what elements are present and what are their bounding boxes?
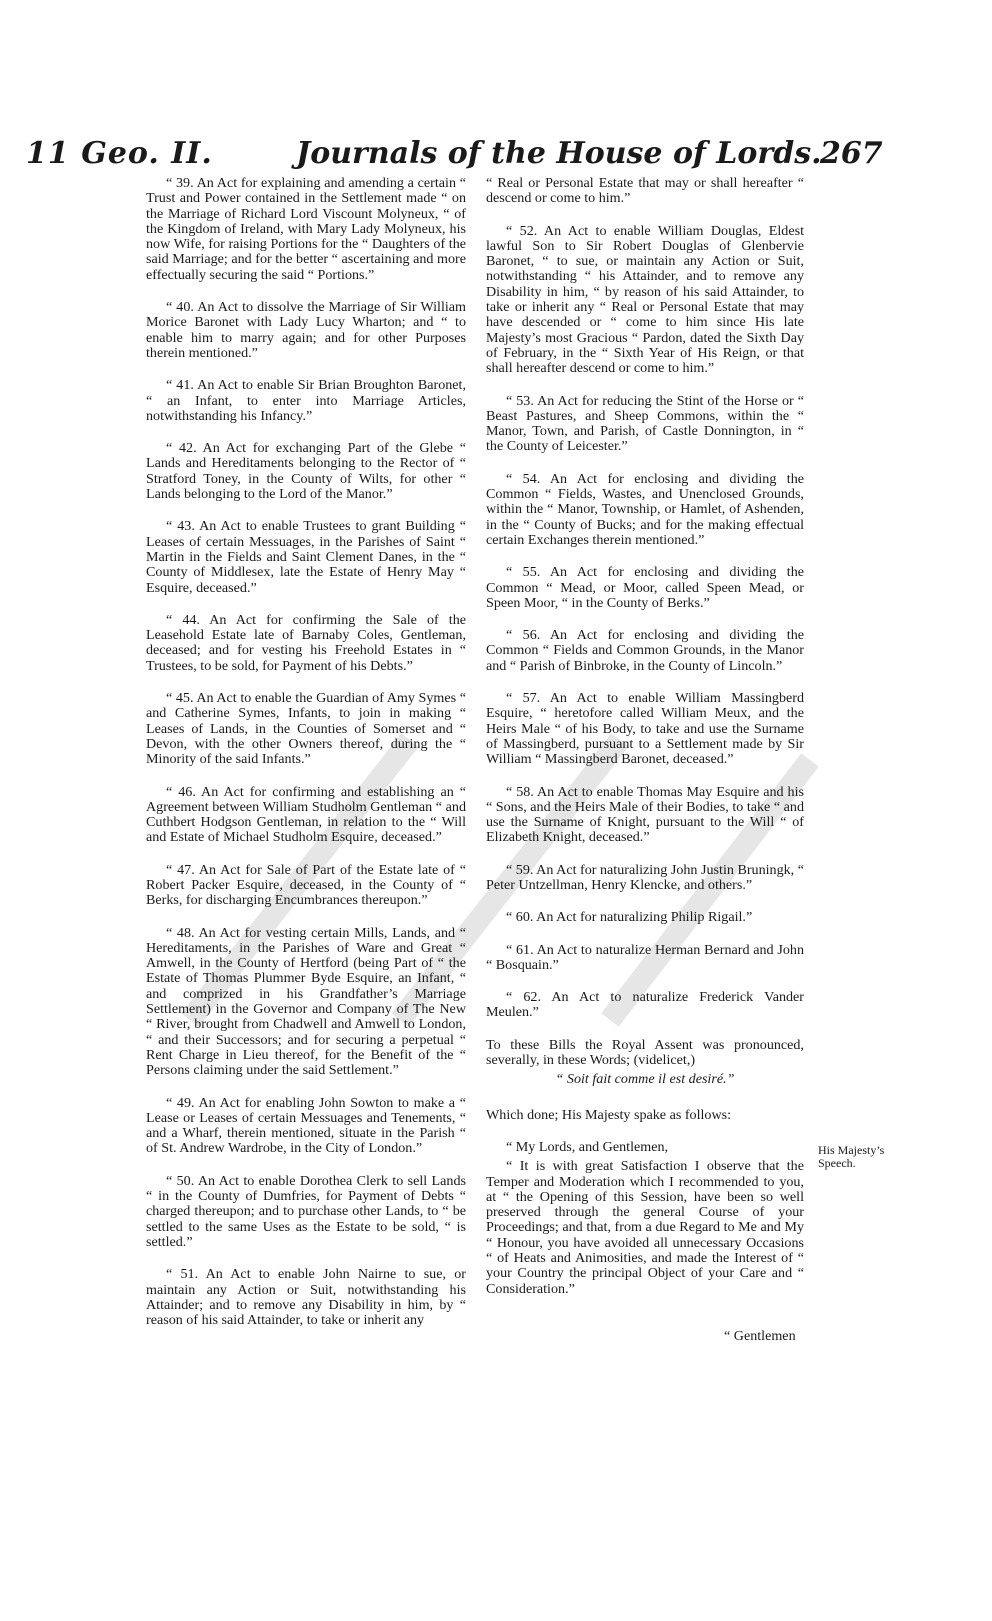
reign-heading: 11 Geo. II. xyxy=(26,136,213,171)
act-44: “ 44. An Act for confirming the Sale of the Leasehold Estate late of Barnaby Coles, Gentleman, deceased; and for vesting his Freehold Estates in “ Trustees, to be sold, for Payment of his Debts.” xyxy=(146,611,466,674)
act-51-continued: “ Real or Personal Estate that may or shall hereafter “ descend or come to him.” xyxy=(486,175,804,207)
speech-intro: Which done; His Majesty spake as follows: xyxy=(486,1106,732,1123)
act-57: “ 57. An Act to enable William Massingberd Esquire, “ heretofore called William Meux, and the Heirs Male “ of his Body, to take and use the Surname of Massingberd, pursuant to a Settlement made by Sir William “ Massingberd Baronet, deceased.” xyxy=(486,690,804,768)
catchword: “ Gentlemen xyxy=(724,1328,796,1344)
act-50: “ 50. An Act to enable Dorothea Clerk to sell Lands “ in the County of Dumfries, for Payment of Debts “ charged thereupon; and to purchase other Lands, to “ be settled to the same Uses as the Estate to be sold, “ is settled.” xyxy=(146,1172,466,1250)
act-59: “ 59. An Act for naturalizing John Justin Bruningk, “ Peter Untzellman, Henry Klencke, and others.” xyxy=(486,861,804,893)
journal-title: Journals of the House of Lords. xyxy=(296,136,822,171)
act-60: “ 60. An Act for naturalizing Philip Rigail.” xyxy=(506,909,753,926)
act-46: “ 46. An Act for confirming and establishing an “ Agreement between William Studholm Gentleman “ and Cuthbert Hodgson Gentleman, in relation to the “ Will and Estate of Michael Studholm Esquire, deceased.” xyxy=(146,783,466,846)
right-column xyxy=(486,176,804,1314)
act-62: “ 62. An Act to naturalize Frederick Vander Meulen.” xyxy=(486,989,804,1021)
act-53: “ 53. An Act for reducing the Stint of the Horse or “ Beast Pastures, and Sheep Commons, within the “ Manor, Town, and Parish, of Castle Donnington, in “ the County of Leicester.” xyxy=(486,392,804,455)
speech-body: “ It is with great Satisfaction I observe that the Temper and Moderation which I recommended to you, at “ the Opening of this Session, have been so well preserved through the general Course of your Proceedings; and that, from a due Regard to Me and My “ Honour, you have avoided all unnecessary Occasions “ of Heats and Animosities, and made the Interest of “ your Country the principal Object of your Care and “ Consideration.” xyxy=(486,1158,804,1297)
act-56: “ 56. An Act for enclosing and dividing the Common “ Fields and Common Grounds, in the Manor and “ Parish of Binbroke, in the County of Lincoln.” xyxy=(486,627,804,674)
left-column xyxy=(146,176,466,1345)
act-42: “ 42. An Act for exchanging Part of the Glebe “ Lands and Hereditaments belonging to the Rector of “ Stratford Toney, in the County of Wilts, for other “ Lands belonging to the Lord of the Manor.” xyxy=(146,440,466,503)
act-45: “ 45. An Act to enable the Guardian of Amy Symes “ and Catherine Symes, Infants, to join in making “ Leases of Lands, in the Counties of Somerset and “ Devon, with the other Owners thereof, during the “ Minority of the said Infants.” xyxy=(146,690,466,768)
act-55: “ 55. An Act for enclosing and dividing the Common “ Mead, or Moor, called Speen Mead, or Speen Moor, “ in the County of Berks.” xyxy=(486,564,804,611)
act-41: “ 41. An Act to enable Sir Brian Broughton Baronet, “ an Infant, to enter into Marriage Articles, notwithstanding his Infancy.” xyxy=(146,377,466,424)
act-40: “ 40. An Act to dissolve the Marriage of Sir William Morice Baronet with Lady Lucy Wharton; and “ to enable him to marry again; and for other Purposes therein mentioned.” xyxy=(146,299,466,361)
act-61: “ 61. An Act to naturalize Herman Bernard and John “ Bosquain.” xyxy=(486,941,804,973)
margin-note: His Majesty’s Speech. xyxy=(818,1143,885,1170)
speech-salutation: “ My Lords, and Gentlemen, xyxy=(506,1138,669,1155)
page-number: 267 xyxy=(820,136,883,171)
page-header xyxy=(0,0,992,190)
act-54: “ 54. An Act for enclosing and dividing the Common “ Fields, Wastes, and Unenclosed Grounds, within the “ Manor, Township, or Hamlet, of Ashenden, in the “ County of Bucks; and for the making effectual certain Exchanges therein mentioned.” xyxy=(486,470,804,548)
act-48: “ 48. An Act for vesting certain Mills, Lands, and “ Hereditaments, in the Parishes of Ware and Great “ Amwell, in the County of Hertford (being Part of “ the Estate of Thomas Plummer Byde Esquire, an Infant, “ and comprized in his Grandfather’s Marriage Settlement) in the Governor and Company of The New “ River, brought from Chadwell and Amwell to London, “ and their Successors; and for securing a perpetual “ Rent Charge in Lieu thereof, for the Benefit of the “ Persons claiming under the said Settlement.” xyxy=(146,924,466,1079)
act-49: “ 49. An Act for enabling John Sowton to make a “ Lease or Leases of certain Messuages and Tenements, “ and a Wharf, therein mentioned, situate in the Parish “ of St. Andrew Wardrobe, in the City of London.” xyxy=(146,1094,466,1157)
royal-assent-text: To these Bills the Royal Assent was pronounced, severally, in these Words; (videlicet,) xyxy=(486,1036,804,1069)
act-51: “ 51. An Act to enable John Nairne to sue, or maintain any Action or Suit, notwithstanding his Attainder; and to remove any Disability in him, by “ reason of his said Attainder, to take or inherit any xyxy=(146,1266,466,1329)
act-43: “ 43. An Act to enable Trustees to grant Building “ Leases of certain Messuages, in the Parishes of Saint “ Martin in the Fields and Saint Clement Danes, in the “ County of Middlesex, late the Estate of Henry May “ Esquire, deceased.” xyxy=(146,518,466,596)
act-52: “ 52. An Act to enable William Douglas, Eldest lawful Son to Sir Robert Douglas of Glenbervie Baronet, “ to sue, or maintain any Action or Suit, notwithstanding “ his Attainder, and to remove any Disability in him, “ by reason of his said Attainder, to take or inherit any “ Real or Personal Estate that may have descended or “ come to him since His late Majesty’s most Gracious “ Pardon, dated the Sixth Day of February, in the “ Sixth Year of His Reign, or that shall hereafter descend or come to him.” xyxy=(486,222,804,377)
act-58: “ 58. An Act to enable Thomas May Esquire and his “ Sons, and the Heirs Male of their Bodies, to take “ and use the Surname of Knight, pursuant to the Will “ of Elizabeth Knight, deceased.” xyxy=(486,783,804,846)
act-39: “ 39. An Act for explaining and amending a certain “ Trust and Power contained in the Settlement made “ on the Marriage of Richard Lord Viscount Molyneux, “ of the Kingdom of Ireland, with Mary Lady Molyneux, his now Wife, for raising Portions for the “ Daughters of the said Marriage; and for the better “ ascertaining and more effectually securing the said “ Portions.” xyxy=(146,175,466,283)
assent-formula: “ Soit fait comme il est desiré.” xyxy=(555,1071,735,1088)
act-47: “ 47. An Act for Sale of Part of the Estate late of “ Robert Packer Esquire, deceased, in the County of “ Berks, for discharging Encumbrances thereupon.” xyxy=(146,861,466,909)
